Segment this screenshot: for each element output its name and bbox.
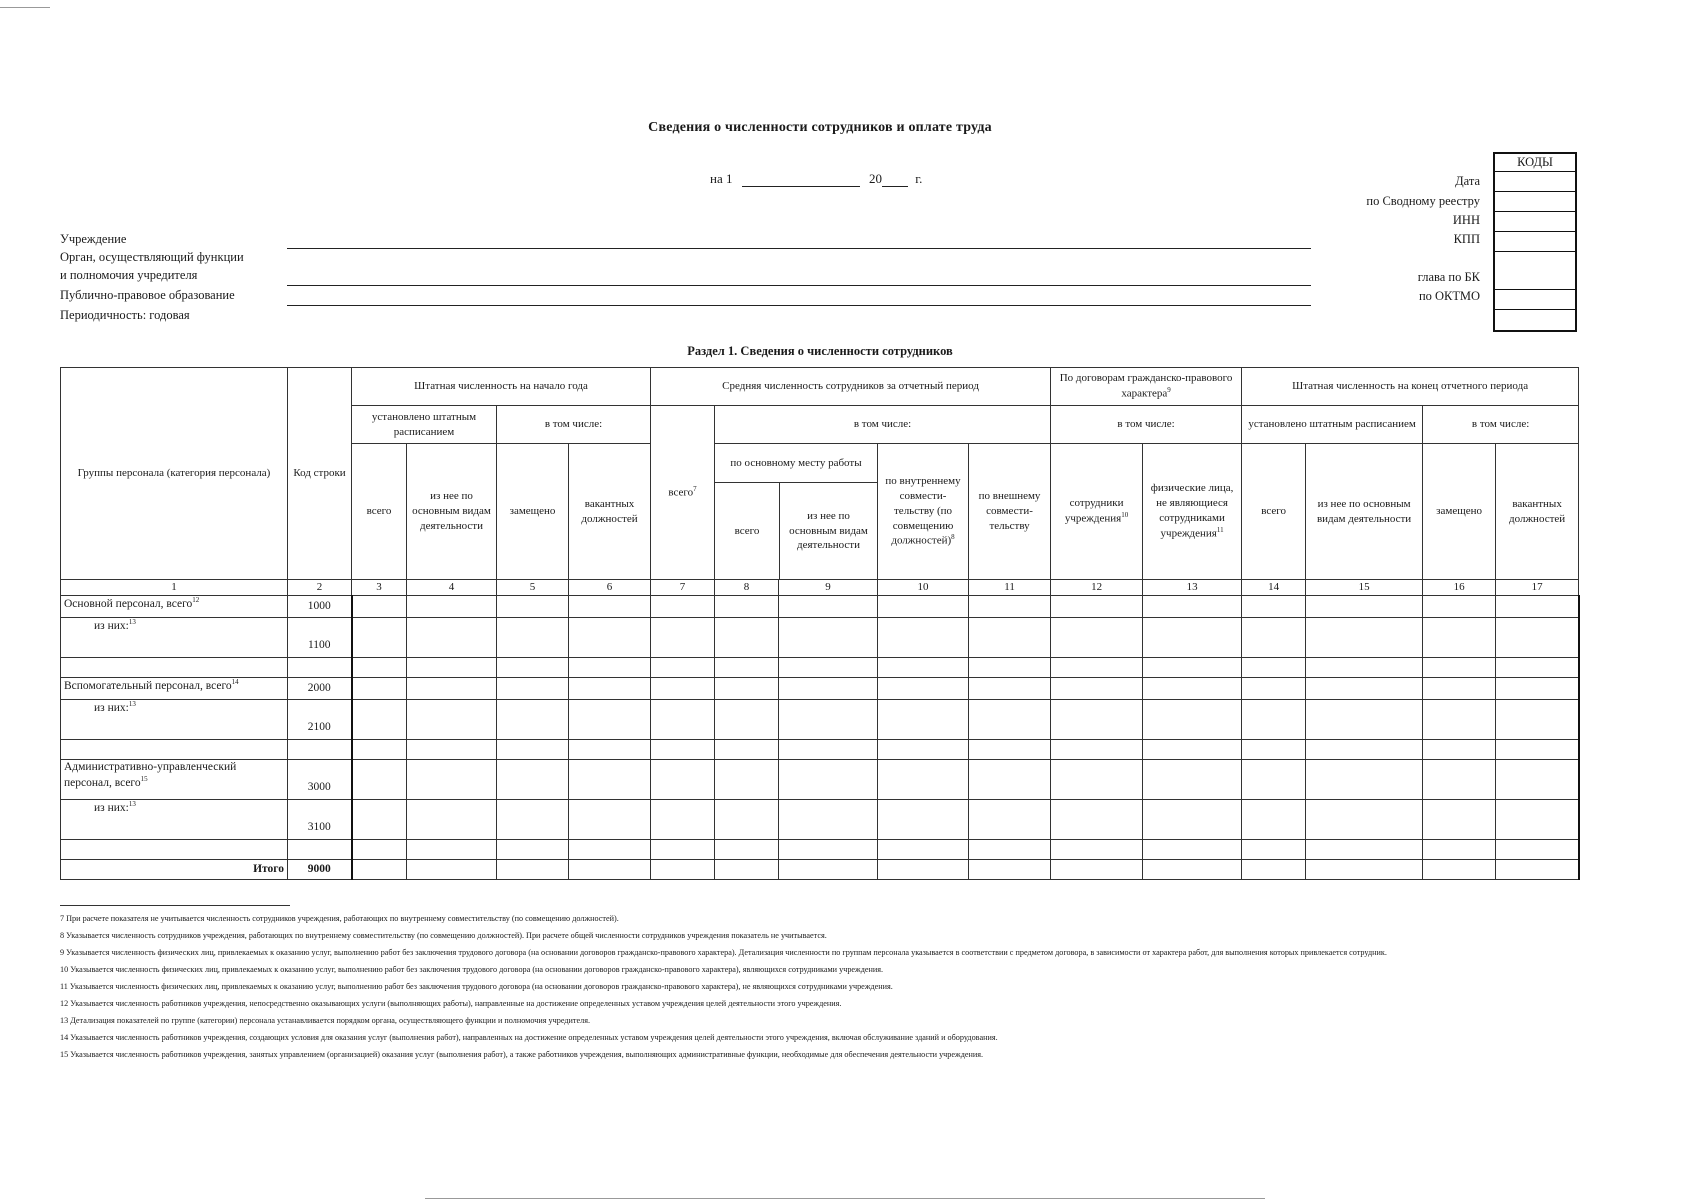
header-avg-total-text: всего bbox=[668, 486, 694, 499]
column-number: 12 bbox=[1051, 580, 1143, 596]
value-cell[interactable] bbox=[352, 839, 407, 859]
value-cell[interactable] bbox=[779, 759, 878, 799]
value-cell[interactable] bbox=[715, 759, 779, 799]
value-cell[interactable] bbox=[1423, 859, 1496, 879]
column-number: 16 bbox=[1423, 580, 1496, 596]
value-cell[interactable] bbox=[651, 595, 715, 617]
value-cell[interactable] bbox=[497, 699, 569, 739]
value-cell[interactable] bbox=[969, 699, 1051, 739]
header-total-14: всего bbox=[1242, 444, 1306, 580]
value-cell[interactable] bbox=[1423, 657, 1496, 677]
header-established-start: установлено штатным расписанием bbox=[352, 406, 497, 444]
row-label-sup: 13 bbox=[128, 617, 136, 626]
header-staff-end: Штатная численность на конец отчетного периода bbox=[1242, 368, 1579, 406]
header-filled-5: замещено bbox=[497, 444, 569, 580]
row-code: 1000 bbox=[288, 595, 352, 617]
row-label-sup: 14 bbox=[231, 677, 239, 686]
row-label-text: из них: bbox=[94, 801, 129, 814]
value-cell[interactable] bbox=[1496, 799, 1579, 839]
value-cell[interactable] bbox=[1306, 739, 1423, 759]
header-individuals-text: физические лица, не являющиеся сотрудниками учреждения bbox=[1150, 482, 1234, 540]
row-label bbox=[61, 677, 288, 699]
value-cell[interactable] bbox=[878, 657, 969, 677]
value-cell[interactable] bbox=[878, 799, 969, 839]
value-cell[interactable] bbox=[1051, 759, 1143, 799]
header-incl-gph: в том числе: bbox=[1051, 406, 1242, 444]
row-label bbox=[61, 859, 288, 879]
date-day-month-field[interactable] bbox=[742, 170, 860, 187]
header-individuals-13 bbox=[1143, 444, 1242, 580]
public-entity-label: Публично-правовое образование bbox=[60, 288, 235, 302]
row-label-sup: 13 bbox=[128, 799, 136, 808]
value-cell[interactable] bbox=[497, 839, 569, 859]
date-suffix: г. bbox=[915, 171, 923, 186]
date-line bbox=[710, 170, 922, 187]
organ-label-line1: Орган, осуществляющий функции bbox=[60, 250, 244, 264]
value-cell[interactable] bbox=[1423, 839, 1496, 859]
code-kpp-cell[interactable] bbox=[1495, 232, 1575, 252]
value-cell[interactable] bbox=[1496, 657, 1579, 677]
value-cell[interactable] bbox=[1143, 839, 1242, 859]
table-row bbox=[61, 859, 1579, 879]
table-body bbox=[61, 595, 1579, 879]
value-cell[interactable] bbox=[1423, 699, 1496, 739]
value-cell[interactable] bbox=[407, 595, 497, 617]
column-number: 7 bbox=[651, 580, 715, 596]
footnote: 11 Указывается численность физических лиц, привлекаемых к оказанию услуг, выполнению работ без заключения трудового договора (на основании договоров гражданско-правового характера), не являющихся сотрудниками учреждения. bbox=[60, 982, 893, 991]
header-gph bbox=[1051, 368, 1242, 406]
value-cell[interactable] bbox=[352, 799, 407, 839]
code-date-cell[interactable] bbox=[1495, 172, 1575, 192]
value-cell[interactable] bbox=[878, 739, 969, 759]
footnotes bbox=[60, 905, 1540, 1065]
value-cell[interactable] bbox=[1051, 859, 1143, 879]
code-extra-cell[interactable] bbox=[1495, 310, 1575, 330]
column-number: 6 bbox=[569, 580, 651, 596]
header-incl-avg: в том числе: bbox=[715, 406, 1051, 444]
code-bk-cell[interactable] bbox=[1495, 252, 1575, 290]
header-main-place-split bbox=[715, 483, 877, 579]
value-cell[interactable] bbox=[779, 617, 878, 657]
codes-label-inn: ИНН bbox=[1452, 213, 1480, 227]
value-cell[interactable] bbox=[651, 859, 715, 879]
row-code bbox=[288, 839, 352, 859]
header-internal-sup: 8 bbox=[951, 533, 955, 542]
date-year-field[interactable] bbox=[882, 170, 908, 187]
value-cell[interactable] bbox=[1051, 739, 1143, 759]
value-cell[interactable] bbox=[715, 699, 779, 739]
header-avg-total-sup: 7 bbox=[693, 484, 697, 493]
value-cell[interactable] bbox=[715, 839, 779, 859]
value-cell[interactable] bbox=[1242, 839, 1306, 859]
value-cell[interactable] bbox=[1306, 595, 1423, 617]
value-cell[interactable] bbox=[779, 839, 878, 859]
column-number: 8 bbox=[715, 580, 779, 596]
value-cell[interactable] bbox=[497, 799, 569, 839]
value-cell[interactable] bbox=[1242, 739, 1306, 759]
value-cell[interactable] bbox=[407, 859, 497, 879]
codes-header: КОДЫ bbox=[1495, 154, 1575, 172]
value-cell[interactable] bbox=[1496, 859, 1579, 879]
value-cell[interactable] bbox=[715, 617, 779, 657]
value-cell[interactable] bbox=[569, 799, 651, 839]
row-label-text: Административно-управленческий персонал, всего bbox=[64, 760, 237, 790]
value-cell[interactable] bbox=[651, 617, 715, 657]
value-cell[interactable] bbox=[1306, 657, 1423, 677]
header-internal-10 bbox=[878, 444, 969, 580]
row-label-text: из них: bbox=[94, 619, 129, 632]
value-cell[interactable] bbox=[1496, 677, 1579, 699]
date-prefix: на 1 bbox=[710, 171, 733, 186]
codes-label-date: Дата bbox=[1455, 174, 1480, 188]
value-cell[interactable] bbox=[1496, 839, 1579, 859]
value-cell[interactable] bbox=[1143, 657, 1242, 677]
value-cell[interactable] bbox=[1051, 657, 1143, 677]
corner-mark bbox=[0, 7, 50, 8]
table-row bbox=[61, 677, 1579, 699]
codes-box bbox=[1493, 152, 1577, 332]
row-label bbox=[61, 657, 288, 677]
organ-label-line2: и полномочия учредителя bbox=[60, 268, 198, 282]
column-number: 2 bbox=[288, 580, 352, 596]
value-cell[interactable] bbox=[407, 617, 497, 657]
document-title: Сведения о численности сотрудников и оплате труда bbox=[648, 120, 992, 135]
spacer-row bbox=[61, 657, 1579, 677]
value-cell[interactable] bbox=[1051, 617, 1143, 657]
footnote: 9 Указывается численность физических лиц, привлекаемых к оказанию услуг, выполнению работ без заключения трудового договора (на основании договоров гражданско-правового характера). Детализация численности по группам персонала указывается в соответствии с предметом договора, в зависимости от характера работ, для выполнения которых привлекается сотрудник. bbox=[60, 948, 1387, 957]
table-row bbox=[61, 595, 1579, 617]
periodicity-label: Периодичность: годовая bbox=[60, 308, 190, 322]
value-cell[interactable] bbox=[1143, 799, 1242, 839]
codes-label-oktmo: по ОКТМО bbox=[1418, 289, 1480, 303]
row-label-sup: 13 bbox=[128, 699, 136, 708]
footnote: 8 Указывается численность сотрудников учреждения, работающих по внутреннему совместительству (по совмещению должностей). При расчете общей численности сотрудников учреждения показатель не учитывается. bbox=[60, 931, 827, 940]
value-cell[interactable] bbox=[715, 859, 779, 879]
header-staff-start: Штатная численность на начало года bbox=[352, 368, 651, 406]
value-cell[interactable] bbox=[651, 657, 715, 677]
value-cell[interactable] bbox=[497, 617, 569, 657]
value-cell[interactable] bbox=[1306, 699, 1423, 739]
spacer-row bbox=[61, 839, 1579, 859]
value-cell[interactable] bbox=[779, 657, 878, 677]
value-cell[interactable] bbox=[1143, 595, 1242, 617]
row-code: 3100 bbox=[288, 799, 352, 839]
value-cell[interactable] bbox=[1306, 859, 1423, 879]
value-cell[interactable] bbox=[1143, 617, 1242, 657]
header-vacant-17: вакантных должностей bbox=[1496, 444, 1579, 580]
value-cell[interactable] bbox=[1242, 799, 1306, 839]
header-internal-text: по внутреннему совмести-тельству (по совмещению должностей) bbox=[885, 475, 961, 548]
value-cell[interactable] bbox=[878, 759, 969, 799]
value-cell[interactable] bbox=[1423, 677, 1496, 699]
header-established-end: установлено штатным расписанием bbox=[1242, 406, 1423, 444]
header-avg-total bbox=[651, 406, 715, 580]
value-cell[interactable] bbox=[1306, 617, 1423, 657]
date-year-prefix: 20 bbox=[868, 171, 882, 186]
column-numbers-row bbox=[61, 580, 1579, 596]
header-gph-text: По договорам гражданско-правового характера bbox=[1059, 372, 1233, 400]
row-label bbox=[61, 839, 288, 859]
value-cell[interactable] bbox=[715, 677, 779, 699]
row-label bbox=[61, 699, 288, 739]
column-number: 10 bbox=[878, 580, 969, 596]
header-groups: Группы персонала (категория персонала) bbox=[61, 368, 288, 580]
value-cell[interactable] bbox=[352, 699, 407, 739]
value-cell[interactable] bbox=[569, 617, 651, 657]
value-cell[interactable] bbox=[569, 759, 651, 799]
staff-table bbox=[60, 367, 1580, 880]
value-cell[interactable] bbox=[569, 839, 651, 859]
value-cell[interactable] bbox=[1242, 699, 1306, 739]
value-cell[interactable] bbox=[651, 839, 715, 859]
row-label-text: из них: bbox=[94, 701, 129, 714]
value-cell[interactable] bbox=[1051, 595, 1143, 617]
footnote: 13 Детализация показателей по группе (категории) персонала устанавливается порядком органа, осуществляющего функции и полномочия учредителя. bbox=[60, 1016, 591, 1025]
value-cell[interactable] bbox=[352, 617, 407, 657]
row-label-text: Итого bbox=[253, 862, 284, 875]
value-cell[interactable] bbox=[1242, 759, 1306, 799]
value-cell[interactable] bbox=[407, 657, 497, 677]
value-cell[interactable] bbox=[715, 595, 779, 617]
value-cell[interactable] bbox=[497, 759, 569, 799]
value-cell[interactable] bbox=[969, 677, 1051, 699]
row-label-text: Вспомогательный персонал, всего bbox=[64, 679, 232, 692]
value-cell[interactable] bbox=[1423, 595, 1496, 617]
header-gph-sup: 9 bbox=[1167, 386, 1171, 395]
value-cell[interactable] bbox=[651, 799, 715, 839]
value-cell[interactable] bbox=[878, 617, 969, 657]
value-cell[interactable] bbox=[352, 595, 407, 617]
value-cell[interactable] bbox=[1051, 839, 1143, 859]
footnote: 12 Указывается численность работников учреждения, непосредственно оказывающих услуги (выполняющих работы), направленные на достижение определенных уставом учреждения целей деятельности этого учреждения. bbox=[60, 999, 842, 1008]
row-code: 9000 bbox=[288, 859, 352, 879]
row-code: 2000 bbox=[288, 677, 352, 699]
value-cell[interactable] bbox=[497, 595, 569, 617]
value-cell[interactable] bbox=[497, 859, 569, 879]
value-cell[interactable] bbox=[878, 699, 969, 739]
value-cell[interactable] bbox=[1496, 699, 1579, 739]
value-cell[interactable] bbox=[969, 859, 1051, 879]
row-label bbox=[61, 739, 288, 759]
table-row bbox=[61, 617, 1579, 657]
value-cell[interactable] bbox=[779, 677, 878, 699]
row-code bbox=[288, 739, 352, 759]
value-cell[interactable] bbox=[352, 859, 407, 879]
value-cell[interactable] bbox=[407, 759, 497, 799]
value-cell[interactable] bbox=[1242, 595, 1306, 617]
value-cell[interactable] bbox=[969, 739, 1051, 759]
value-cell[interactable] bbox=[651, 739, 715, 759]
value-cell[interactable] bbox=[1143, 759, 1242, 799]
value-cell[interactable] bbox=[969, 799, 1051, 839]
value-cell[interactable] bbox=[497, 739, 569, 759]
value-cell[interactable] bbox=[569, 699, 651, 739]
column-number: 5 bbox=[497, 580, 569, 596]
public-entity-field[interactable] bbox=[287, 305, 1311, 306]
header-of-which-15: из нее по основным видам деятельности bbox=[1306, 444, 1423, 580]
value-cell[interactable] bbox=[1242, 617, 1306, 657]
header-average: Средняя численность сотрудников за отчетный период bbox=[651, 368, 1051, 406]
value-cell[interactable] bbox=[715, 799, 779, 839]
value-cell[interactable] bbox=[715, 657, 779, 677]
value-cell[interactable] bbox=[1051, 799, 1143, 839]
value-cell[interactable] bbox=[878, 677, 969, 699]
value-cell[interactable] bbox=[969, 839, 1051, 859]
value-cell[interactable] bbox=[651, 677, 715, 699]
value-cell[interactable] bbox=[1496, 739, 1579, 759]
value-cell[interactable] bbox=[352, 739, 407, 759]
value-cell[interactable] bbox=[407, 677, 497, 699]
column-number: 13 bbox=[1143, 580, 1242, 596]
header-employees-12 bbox=[1051, 444, 1143, 580]
code-registry-cell[interactable] bbox=[1495, 192, 1575, 212]
value-cell[interactable] bbox=[1242, 657, 1306, 677]
value-cell[interactable] bbox=[779, 739, 878, 759]
row-code bbox=[288, 657, 352, 677]
header-main-place-group bbox=[715, 444, 878, 580]
table-row bbox=[61, 799, 1579, 839]
value-cell[interactable] bbox=[497, 657, 569, 677]
value-cell[interactable] bbox=[1496, 595, 1579, 617]
value-cell[interactable] bbox=[1242, 859, 1306, 879]
value-cell[interactable] bbox=[1051, 699, 1143, 739]
value-cell[interactable] bbox=[407, 739, 497, 759]
footnote: 10 Указывается численность физических лиц, привлекаемых к оказанию услуг, выполнению работ без заключения трудового договора (на основании договоров гражданско-правового характера), являющихся сотрудниками учреждения. bbox=[60, 965, 884, 974]
header-external-11: по внешнему совмести-тельству bbox=[969, 444, 1051, 580]
footnote: 15 Указывается численность работников учреждения, занятых управлением (организацией) оказания услуг (выполнения работ), а также работников учреждения, выполняющих административные функции, необходимые для обеспечения деятельности учреждения. bbox=[60, 1050, 984, 1059]
header-incl-start: в том числе: bbox=[497, 406, 651, 444]
value-cell[interactable] bbox=[878, 839, 969, 859]
value-cell[interactable] bbox=[779, 699, 878, 739]
value-cell[interactable] bbox=[1306, 677, 1423, 699]
section-title: Раздел 1. Сведения о численности сотрудников bbox=[687, 344, 953, 358]
value-cell[interactable] bbox=[407, 839, 497, 859]
header-employees-text: сотрудники учреждения bbox=[1064, 497, 1124, 525]
value-cell[interactable] bbox=[569, 657, 651, 677]
table-row bbox=[61, 759, 1579, 799]
code-oktmo-cell[interactable] bbox=[1495, 290, 1575, 310]
spacer-row bbox=[61, 739, 1579, 759]
value-cell[interactable] bbox=[969, 759, 1051, 799]
value-cell[interactable] bbox=[352, 657, 407, 677]
column-number: 3 bbox=[352, 580, 407, 596]
footnotes-separator bbox=[60, 905, 290, 906]
footnote: 14 Указывается численность работников учреждения, создающих условия для оказания услуг (выполнения работ), направленных на достижение определенных уставом учреждения целей деятельности этого учреждения, включая обслуживание зданий и оборудования. bbox=[60, 1033, 998, 1042]
institution-field[interactable] bbox=[287, 248, 1311, 249]
row-label-sup: 15 bbox=[140, 775, 148, 784]
value-cell[interactable] bbox=[878, 859, 969, 879]
column-number: 15 bbox=[1306, 580, 1423, 596]
header-vacant-6: вакантных должностей bbox=[569, 444, 651, 580]
value-cell[interactable] bbox=[1306, 839, 1423, 859]
row-label bbox=[61, 595, 288, 617]
value-cell[interactable] bbox=[651, 759, 715, 799]
column-number: 9 bbox=[779, 580, 878, 596]
header-incl-end: в том числе: bbox=[1423, 406, 1579, 444]
value-cell[interactable] bbox=[969, 657, 1051, 677]
value-cell[interactable] bbox=[1423, 739, 1496, 759]
row-label bbox=[61, 759, 288, 799]
header-of-which-9: из нее по основным видам деятельности bbox=[789, 509, 868, 552]
row-label-sup: 12 bbox=[192, 595, 200, 604]
value-cell[interactable] bbox=[779, 799, 878, 839]
row-code: 1100 bbox=[288, 617, 352, 657]
value-cell[interactable] bbox=[715, 739, 779, 759]
value-cell[interactable] bbox=[352, 677, 407, 699]
column-number: 11 bbox=[969, 580, 1051, 596]
codes-label-registry: по Сводному реестру bbox=[1366, 194, 1480, 208]
institution-label: Учреждение bbox=[60, 232, 127, 246]
value-cell[interactable] bbox=[1423, 759, 1496, 799]
value-cell[interactable] bbox=[1143, 699, 1242, 739]
value-cell[interactable] bbox=[407, 699, 497, 739]
header-code: Код строки bbox=[288, 368, 352, 580]
value-cell[interactable] bbox=[1143, 739, 1242, 759]
value-cell[interactable] bbox=[1242, 677, 1306, 699]
code-inn-cell[interactable] bbox=[1495, 212, 1575, 232]
footnote: 7 При расчете показателя не учитывается численность сотрудников учреждения, работающих по внутреннему совместительству (по совмещению должностей). bbox=[60, 914, 619, 923]
header-employees-sup: 10 bbox=[1121, 511, 1129, 520]
value-cell[interactable] bbox=[1496, 617, 1579, 657]
column-number: 14 bbox=[1242, 580, 1306, 596]
value-cell[interactable] bbox=[878, 595, 969, 617]
value-cell[interactable] bbox=[1306, 799, 1423, 839]
row-code: 3000 bbox=[288, 759, 352, 799]
value-cell[interactable] bbox=[569, 739, 651, 759]
value-cell[interactable] bbox=[1306, 759, 1423, 799]
row-label bbox=[61, 799, 288, 839]
value-cell[interactable] bbox=[1051, 677, 1143, 699]
value-cell[interactable] bbox=[1143, 859, 1242, 879]
value-cell[interactable] bbox=[569, 677, 651, 699]
value-cell[interactable] bbox=[1143, 677, 1242, 699]
header-total-3: всего bbox=[352, 444, 407, 580]
value-cell[interactable] bbox=[569, 595, 651, 617]
value-cell[interactable] bbox=[352, 759, 407, 799]
table-row bbox=[61, 699, 1579, 739]
header-main-place: по основному месту работы bbox=[715, 444, 877, 483]
value-cell[interactable] bbox=[1423, 799, 1496, 839]
column-number: 1 bbox=[61, 580, 288, 596]
value-cell[interactable] bbox=[1496, 759, 1579, 799]
header-filled-16: замещено bbox=[1423, 444, 1496, 580]
value-cell[interactable] bbox=[407, 799, 497, 839]
footnotes-list bbox=[60, 912, 1540, 1062]
organ-field[interactable] bbox=[287, 285, 1311, 286]
value-cell[interactable] bbox=[569, 859, 651, 879]
value-cell[interactable] bbox=[1423, 617, 1496, 657]
header-individuals-sup: 11 bbox=[1216, 526, 1224, 535]
value-cell[interactable] bbox=[969, 595, 1051, 617]
column-number: 4 bbox=[407, 580, 497, 596]
value-cell[interactable] bbox=[779, 859, 878, 879]
row-label-text: Основной персонал, всего bbox=[64, 597, 193, 610]
row-code: 2100 bbox=[288, 699, 352, 739]
row-label bbox=[61, 617, 288, 657]
value-cell[interactable] bbox=[779, 595, 878, 617]
bottom-scan-line bbox=[425, 1198, 1265, 1199]
codes-label-kpp: КПП bbox=[1453, 232, 1480, 246]
codes-label-bk: глава по БК bbox=[1417, 270, 1480, 284]
value-cell[interactable] bbox=[497, 677, 569, 699]
value-cell[interactable] bbox=[969, 617, 1051, 657]
header-of-which-4: из нее по основным видам деятельности bbox=[407, 444, 497, 580]
header-total-8: всего bbox=[715, 483, 780, 579]
value-cell[interactable] bbox=[651, 699, 715, 739]
column-number: 17 bbox=[1496, 580, 1579, 596]
